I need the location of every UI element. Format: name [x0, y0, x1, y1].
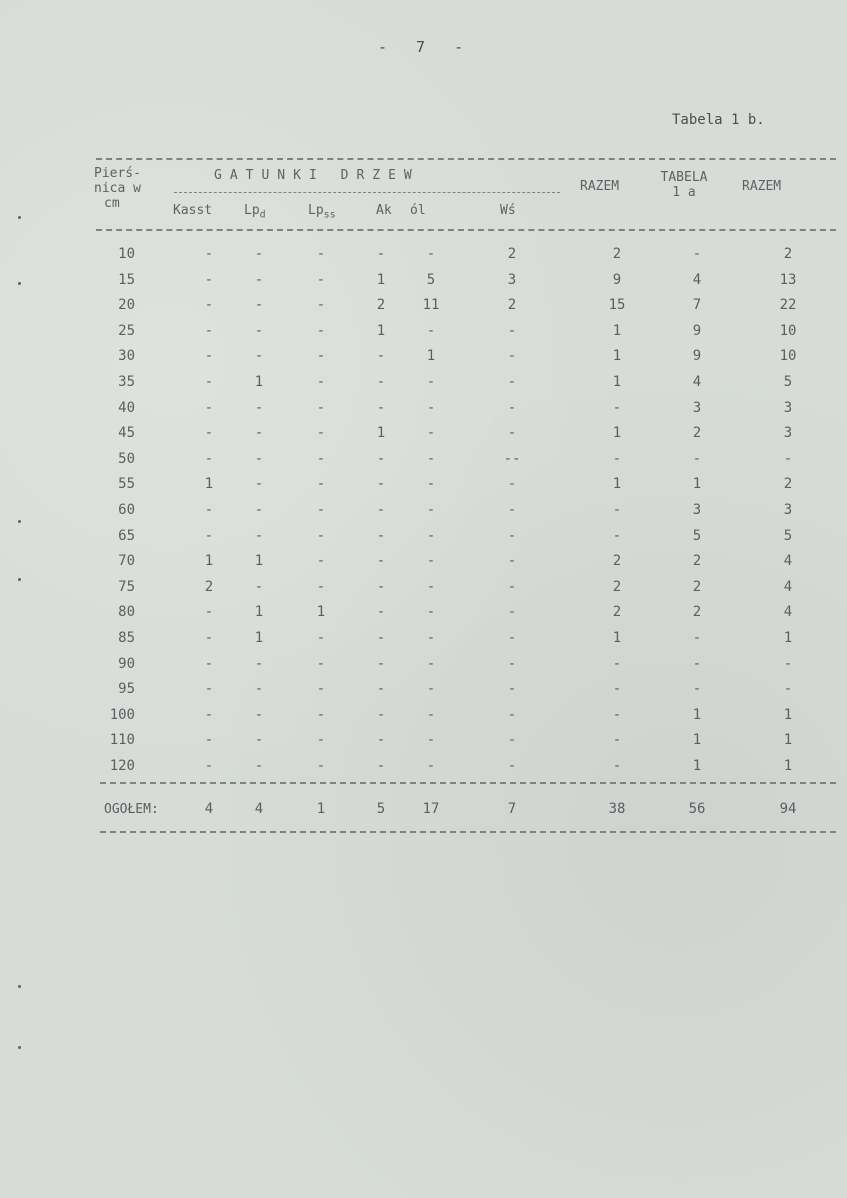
table-cell: 10 — [779, 322, 797, 339]
table-cell: - — [507, 758, 517, 774]
table-cell: - — [254, 681, 264, 698]
table-cell: 1 — [426, 348, 436, 365]
table-cell: 1 — [254, 374, 264, 390]
table-top-rule — [96, 158, 836, 160]
total-cell: 5 — [376, 801, 386, 817]
table-cell: 1 — [254, 553, 264, 570]
table-cell: 1 — [783, 732, 793, 749]
total-cell: 17 — [422, 801, 440, 817]
table-cell: 3 — [692, 502, 702, 518]
table-cell: - — [612, 706, 622, 723]
table-cell: 1 — [692, 706, 702, 723]
table-cell: - — [316, 450, 326, 467]
diameter-cell: 90 — [118, 655, 135, 672]
table-cell: 1 — [316, 604, 326, 621]
table-cell: - — [254, 425, 264, 442]
table-cell: - — [204, 271, 214, 288]
table-cell: 5 — [426, 271, 436, 288]
table-cell: - — [254, 348, 264, 365]
table-cell: - — [507, 630, 517, 646]
margin-dot — [18, 985, 21, 988]
table-cell: - — [376, 348, 386, 365]
total-cell: 38 — [608, 801, 626, 817]
table-cell: - — [254, 297, 264, 314]
table-cell: - — [376, 655, 386, 672]
table-cell: 2 — [692, 604, 702, 621]
table-cell: 13 — [779, 271, 797, 288]
table-cell: 4 — [783, 553, 793, 570]
table-cell: - — [376, 374, 386, 390]
table-cell: - — [254, 476, 264, 493]
table-cell: - — [254, 655, 264, 672]
total-cell: 1 — [316, 801, 326, 817]
header-species-group: GATUNKI DRZEW — [214, 168, 420, 183]
table-cell: 2 — [692, 553, 702, 570]
table-cell: - — [507, 604, 517, 621]
table-cell: - — [612, 527, 622, 544]
table-cell: 5 — [783, 374, 793, 390]
table-cell: - — [692, 681, 702, 698]
table-cell: - — [612, 655, 622, 672]
diameter-cell: 95 — [118, 681, 135, 698]
table-cell: 1 — [692, 758, 702, 774]
table-cell: - — [204, 681, 214, 698]
table-cell: - — [316, 553, 326, 570]
header-razem-2: RAZEM — [742, 179, 782, 194]
diameter-cell: 35 — [118, 374, 135, 390]
diameter-cell: 80 — [118, 604, 135, 621]
total-cell: 4 — [254, 801, 264, 817]
table-cell: - — [426, 732, 436, 749]
table-cell: - — [507, 502, 517, 518]
table-cell: 1 — [612, 348, 622, 365]
table-bottom-rule — [100, 831, 836, 833]
header-diameter-label: Pierś- nica w cm — [94, 166, 141, 211]
table-cell: - — [507, 706, 517, 723]
diameter-cell: 55 — [118, 476, 135, 493]
table-cell: 10 — [779, 348, 797, 365]
table-cell: - — [316, 476, 326, 493]
table-cell: 1 — [612, 476, 622, 493]
table-cell: - — [376, 450, 386, 467]
table-cell: - — [316, 732, 326, 749]
table-cell: 1 — [612, 425, 622, 442]
table-cell: - — [426, 604, 436, 621]
table-cell: - — [204, 502, 214, 518]
table-cell: 3 — [692, 399, 702, 416]
table-cell: - — [426, 758, 436, 774]
table-cell: - — [783, 681, 793, 698]
table-cell: 2 — [692, 425, 702, 442]
table-cell: - — [204, 604, 214, 621]
table-cell: 2 — [612, 604, 622, 621]
table-cell: 3 — [783, 425, 793, 442]
table-cell: 3 — [783, 502, 793, 518]
table-cell: - — [204, 706, 214, 723]
table-cell: 3 — [783, 399, 793, 416]
table-cell: - — [507, 348, 517, 365]
margin-dot — [18, 578, 21, 581]
table-cell: 1 — [376, 271, 386, 288]
table-cell: 3 — [507, 271, 517, 288]
table-cell: - — [316, 374, 326, 390]
table-cell: - — [376, 706, 386, 723]
header-species-lpss: $Lp_{ss}$ — [308, 203, 336, 221]
table-cell: - — [507, 374, 517, 390]
table-cell: - — [254, 246, 264, 262]
table-cell: - — [316, 630, 326, 646]
table-cell: - — [612, 450, 622, 467]
table-cell: - — [507, 553, 517, 570]
total-cell: 94 — [779, 801, 797, 817]
header-bottom-rule — [96, 229, 836, 231]
table-cell: 22 — [779, 297, 797, 314]
header-species-lpd: $Lp_d$ — [244, 203, 266, 221]
table-cell: - — [507, 578, 517, 595]
table-cell: - — [204, 655, 214, 672]
table-cell: 2 — [507, 297, 517, 314]
table-cell: 1 — [376, 425, 386, 442]
table-cell: - — [204, 450, 214, 467]
table-cell: - — [692, 246, 702, 262]
table-cell: - — [254, 271, 264, 288]
table-cell: - — [426, 374, 436, 390]
table-cell: 1 — [612, 374, 622, 390]
total-cell: 56 — [688, 801, 706, 817]
table-cell: - — [254, 758, 264, 774]
table-cell: - — [376, 476, 386, 493]
table-cell: - — [204, 399, 214, 416]
table-cell: 5 — [692, 527, 702, 544]
table-cell: - — [204, 732, 214, 749]
table-cell: - — [204, 374, 214, 390]
species-group-rule — [174, 192, 560, 193]
diameter-cell: 10 — [118, 246, 135, 262]
table-cell: - — [612, 732, 622, 749]
table-cell: - — [612, 758, 622, 774]
table-cell: 5 — [783, 527, 793, 544]
table-cell: - — [376, 732, 386, 749]
table-cell: - — [426, 578, 436, 595]
table-cell: - — [612, 399, 622, 416]
header-tabela-1a: TABELA 1 a — [660, 170, 708, 200]
table-cell: - — [204, 246, 214, 262]
table-cell: 1 — [376, 322, 386, 339]
table-cell: 2 — [612, 578, 622, 595]
table-cell: - — [426, 399, 436, 416]
table-cell: 2 — [204, 578, 214, 595]
table-cell: 2 — [692, 578, 702, 595]
table-cell: - — [254, 527, 264, 544]
table-cell: 1 — [692, 476, 702, 493]
table-cell: - — [376, 502, 386, 518]
table-cell: - — [612, 502, 622, 518]
table-cell: - — [612, 681, 622, 698]
table-cell: 1 — [254, 604, 264, 621]
table-cell: - — [426, 322, 436, 339]
margin-dot — [18, 520, 21, 523]
table-cell: - — [254, 732, 264, 749]
table-cell: - — [507, 655, 517, 672]
table-cell: - — [426, 527, 436, 544]
table-cell: - — [204, 527, 214, 544]
table-cell: 2 — [783, 476, 793, 493]
table-cell: - — [254, 502, 264, 518]
table-cell: 9 — [612, 271, 622, 288]
table-cell: 7 — [692, 297, 702, 314]
diameter-cell: 70 — [118, 553, 135, 570]
table-cell: - — [204, 348, 214, 365]
table-cell: - — [316, 348, 326, 365]
table-cell: - — [507, 681, 517, 698]
table-cell: - — [204, 630, 214, 646]
diameter-cell: 25 — [118, 322, 135, 339]
table-cell: - — [316, 271, 326, 288]
table-cell: 1 — [204, 553, 214, 570]
table-cell: - — [316, 655, 326, 672]
table-cell: 1 — [783, 706, 793, 723]
table-cell: - — [376, 758, 386, 774]
table-cell: - — [254, 706, 264, 723]
table-cell: - — [376, 553, 386, 570]
table-cell: - — [783, 655, 793, 672]
diameter-cell: 100 — [109, 706, 135, 723]
table-cell: - — [204, 322, 214, 339]
table-cell: - — [376, 681, 386, 698]
page-number: - 7 - — [378, 38, 474, 56]
table-cell: - — [426, 246, 436, 262]
table-cell: - — [204, 425, 214, 442]
table-cell: 1 — [612, 322, 622, 339]
table-cell: - — [507, 732, 517, 749]
margin-dot — [18, 1046, 21, 1049]
table-cell: - — [376, 399, 386, 416]
diameter-cell: 20 — [118, 297, 135, 314]
table-cell: - — [316, 706, 326, 723]
header-species-kasst: Kasst — [173, 203, 213, 218]
header-species-ws: Wś — [500, 203, 516, 218]
table-cell: - — [426, 476, 436, 493]
table-cell: - — [426, 502, 436, 518]
table-cell: - — [316, 297, 326, 314]
table-cell: - — [316, 681, 326, 698]
diameter-cell: 40 — [118, 399, 135, 416]
diameter-cell: 15 — [118, 271, 135, 288]
diameter-cell: 30 — [118, 348, 135, 365]
table-cell: - — [254, 450, 264, 467]
table-cell: - — [426, 655, 436, 672]
diameter-cell: 75 — [118, 578, 135, 595]
table-cell: 2 — [507, 246, 517, 262]
table-cell: 15 — [608, 297, 626, 314]
table-cell: - — [783, 450, 793, 467]
table-cell: 1 — [254, 630, 264, 646]
table-cell: - — [376, 578, 386, 595]
table-cell: - — [316, 527, 326, 544]
totals-label: OGOŁEM: — [104, 802, 159, 817]
diameter-cell: 65 — [118, 527, 135, 544]
table-cell: - — [316, 502, 326, 518]
table-cell: 2 — [376, 297, 386, 314]
total-cell: 7 — [507, 801, 517, 817]
table-cell: 2 — [783, 246, 793, 262]
table-cell: - — [316, 578, 326, 595]
totals-top-rule — [100, 782, 836, 784]
table-cell: - — [507, 527, 517, 544]
table-cell: 4 — [692, 271, 702, 288]
table-cell: - — [316, 758, 326, 774]
table-cell: - — [316, 322, 326, 339]
table-cell: - — [426, 450, 436, 467]
table-cell: 1 — [783, 630, 793, 646]
table-cell: - — [316, 399, 326, 416]
table-cell: - — [507, 322, 517, 339]
table-cell: - — [507, 399, 517, 416]
table-caption: Tabela 1 b. — [672, 112, 765, 128]
table-cell: 4 — [783, 604, 793, 621]
table-cell: 9 — [692, 322, 702, 339]
table-cell: - — [204, 758, 214, 774]
total-cell: 4 — [204, 801, 214, 817]
header-species-ak: Ak — [376, 203, 392, 218]
table-cell: 9 — [692, 348, 702, 365]
header-species-ol: ól — [410, 203, 426, 218]
table-cell: - — [692, 655, 702, 672]
table-cell: - — [426, 681, 436, 698]
diameter-cell: 50 — [118, 450, 135, 467]
table-cell: - — [692, 450, 702, 467]
table-cell: - — [316, 246, 326, 262]
table-cell: - — [254, 578, 264, 595]
table-cell: - — [426, 630, 436, 646]
margin-dot — [18, 282, 21, 285]
table-cell: 4 — [692, 374, 702, 390]
table-cell: - — [254, 322, 264, 339]
diameter-cell: 120 — [109, 758, 135, 774]
table-cell: - — [376, 630, 386, 646]
table-cell: 1 — [692, 732, 702, 749]
diameter-cell: 85 — [118, 630, 135, 646]
diameter-cell: 60 — [118, 502, 135, 518]
table-cell: - — [507, 425, 517, 442]
table-cell: - — [426, 425, 436, 442]
table-cell: - — [426, 553, 436, 570]
table-cell: - — [316, 425, 326, 442]
table-cell: 1 — [612, 630, 622, 646]
table-cell: -- — [503, 450, 521, 467]
diameter-cell: 45 — [118, 425, 135, 442]
header-razem-1: RAZEM — [580, 179, 620, 194]
table-cell: - — [376, 604, 386, 621]
table-cell: - — [507, 476, 517, 493]
table-cell: - — [692, 630, 702, 646]
table-cell: - — [204, 297, 214, 314]
table-cell: 2 — [612, 246, 622, 262]
table-cell: - — [254, 399, 264, 416]
table-cell: - — [426, 706, 436, 723]
table-cell: - — [376, 246, 386, 262]
table-cell: 1 — [204, 476, 214, 493]
table-cell: 1 — [783, 758, 793, 774]
table-cell: 11 — [422, 297, 440, 314]
table-cell: 4 — [783, 578, 793, 595]
margin-dot — [18, 216, 21, 219]
table-cell: - — [376, 527, 386, 544]
diameter-cell: 110 — [109, 732, 135, 749]
table-cell: 2 — [612, 553, 622, 570]
